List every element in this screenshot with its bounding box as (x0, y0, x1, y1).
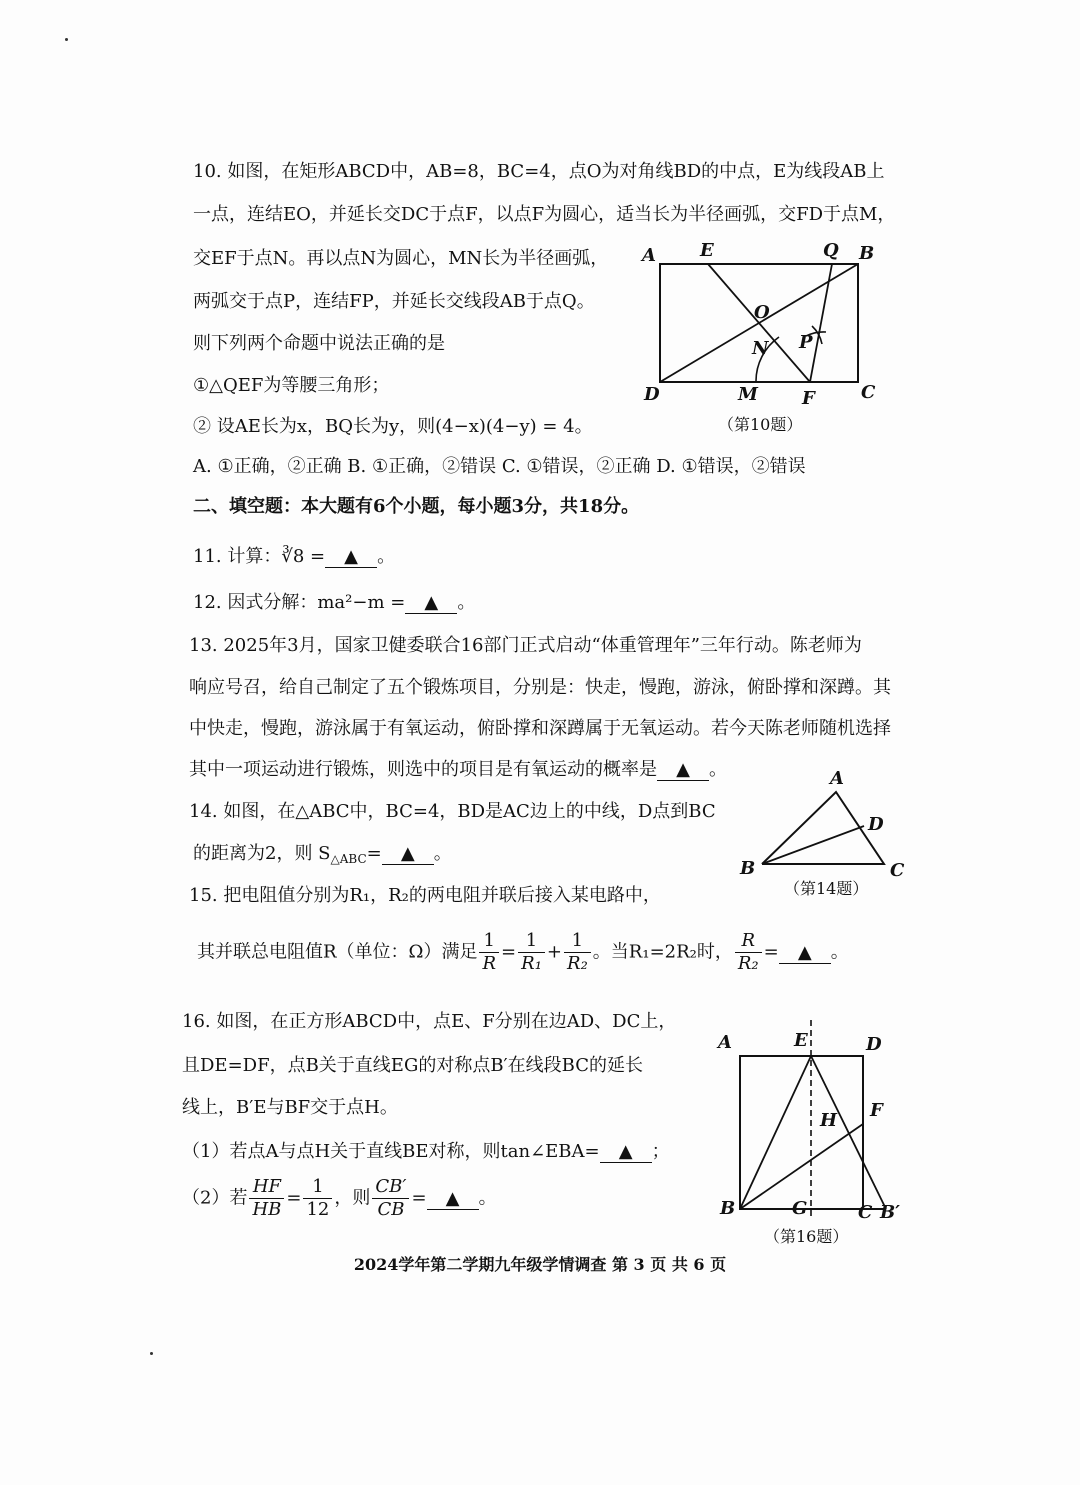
square-abcd (740, 1056, 863, 1209)
label-h: H (820, 1110, 838, 1131)
q16-part2 (182, 1176, 497, 1221)
q12-prefix: 12. 因式分解： (193, 592, 318, 613)
q12 (193, 591, 475, 615)
q15-line1: 15. 把电阻值分别为R₁，R₂的两电阻并联后接入某电路中， (189, 885, 661, 906)
segment-fq (810, 264, 832, 382)
scan-speck (150, 1352, 153, 1355)
q15-frac-r-over-r2 (735, 930, 762, 975)
q14-end: 。 (433, 843, 452, 864)
q16-line1: 16. 如图，在正方形ABCD中，点E、F分别在边AD、DC上， (182, 1011, 677, 1032)
segment-bf (740, 1124, 863, 1209)
q14-line1: 14. 如图，在△ABC中，BC=4，BD是AC边上的中线，D点到BC (189, 801, 716, 822)
q10-line2: 一点，连结EO，并延长交DC于点F，以点F为圆心，适当长为半径画弧，交FD于点M， (193, 204, 896, 225)
q13-line1: 13. 2025年3月，国家卫健委联合16部门正式启动“体重管理年”三年行动。陈老师为 (189, 635, 862, 656)
q15-end: 。 (830, 941, 849, 963)
q15-frac-1-over-r (479, 930, 499, 975)
scan-speck (65, 38, 68, 41)
q10-line1: 10. 如图，在矩形ABCD中，AB=8，BC=4，点O为对角线BD的中点，E为线段AB上 (193, 161, 885, 182)
section-2-heading: 二、填空题：本大题有6个小题，每小题3分，共18分。 (193, 496, 640, 517)
q14-answer-blank[interactable]: ▲ (382, 844, 434, 865)
q14-area-subscript: △ABC (330, 852, 367, 866)
segment-eb-prime (811, 1056, 886, 1209)
median-bd (762, 826, 864, 864)
label-c: C (861, 382, 876, 403)
label-d: D (868, 814, 884, 835)
q16-part1 (182, 1140, 670, 1164)
label-o: O (754, 302, 770, 323)
frac-num: 1 (518, 930, 545, 953)
q14-caption: （第14题） (784, 879, 869, 898)
q16-comma-then: ，则 (334, 1187, 371, 1209)
q15-answer-blank[interactable]: ▲ (779, 943, 831, 964)
q11-prefix: 11. 计算： (193, 546, 282, 567)
q16-frac-hf-over-hb (249, 1176, 284, 1221)
label-m: M (738, 384, 758, 405)
q13-line4 (189, 758, 727, 782)
q13-answer-blank[interactable]: ▲ (657, 760, 709, 781)
page-footer: 2024学年第二学期九年级学情调查 第 3 页 共 6 页 (353, 1255, 727, 1274)
frac-den: 12 (306, 1199, 330, 1220)
frac-num: HF (249, 1176, 284, 1199)
frac-den: R₂ (567, 953, 588, 974)
q13-end: 。 (709, 759, 727, 780)
frac-den: HB (252, 1199, 282, 1220)
q11-expr: ∛8 = (281, 546, 326, 567)
frac-num: CB′ (372, 1176, 409, 1199)
q15-line2 (197, 930, 849, 975)
frac-den: CB (377, 1199, 405, 1220)
frac-num: 1 (564, 930, 591, 953)
q11-end: 。 (377, 546, 396, 567)
q10-proposition-1: ①△QEF为等腰三角形； (193, 375, 390, 396)
label-e: E (700, 240, 714, 261)
q15-eq: = (763, 941, 779, 963)
q10-options: A. ①正确，②正确 B. ①正确，②错误 C. ①错误，②正确 D. ①错误，②错误 (193, 456, 806, 477)
frac-num: R (735, 930, 762, 953)
label-a: A (718, 1032, 732, 1053)
label-c: C (890, 860, 905, 880)
q16-part1-answer-blank[interactable]: ▲ (600, 1142, 652, 1163)
q16-part2-end: 。 (478, 1187, 497, 1209)
q12-end: 。 (457, 592, 476, 613)
q16-line2: 且DE=DF，点B关于直线EG的对称点B′在线段BC的延长 (182, 1055, 643, 1076)
q10-proposition-2: ② 设AE长为x，BQ长为y，则(4−x)(4−y) = 4。 (193, 416, 593, 437)
label-n: N (752, 338, 769, 359)
q15-line2-text: 其并联总电阻值R（单位：Ω）满足 (197, 941, 478, 963)
q15-line2b-text: 。当R₁=2R₂时， (592, 941, 733, 963)
frac-den: R (482, 953, 497, 974)
q12-expr: ma²−m = (317, 592, 406, 613)
q10-caption: （第10题） (718, 415, 803, 434)
label-c: C (858, 1202, 873, 1223)
q16-figure (712, 1016, 912, 1226)
label-a: A (830, 768, 844, 789)
triangle-abc (762, 792, 884, 864)
q10-figure (636, 236, 886, 406)
q14-eq: = (366, 843, 382, 864)
label-f: F (802, 388, 815, 406)
q14-figure (732, 764, 912, 880)
label-a: A (642, 245, 656, 266)
label-e: E (794, 1030, 808, 1051)
q16-eq: = (411, 1187, 427, 1209)
q16-line3: 线上，B′E与BF交于点H。 (182, 1097, 398, 1118)
q16-frac-1-over-12 (303, 1176, 332, 1221)
segment-be (740, 1056, 811, 1209)
q16-eq: = (286, 1187, 302, 1209)
frac-den: R₁ (521, 953, 542, 974)
q13-line4-text: 其中一项运动进行锻炼，则选中的项目是有氧运动的概率是 (189, 759, 657, 780)
frac-den: R₂ (737, 953, 759, 974)
q16-caption: （第16题） (764, 1227, 849, 1246)
q10-line3: 交EF于点N。再以点N为圆心，MN长为半径画弧， (193, 248, 609, 269)
q15-frac-1-over-r1 (518, 930, 545, 975)
q13-line2: 响应号召，给自己制定了五个锻炼项目，分别是：快走，慢跑，游泳，俯卧撑和深蹲。其 (189, 677, 891, 698)
q11-answer-blank[interactable]: ▲ (325, 547, 377, 568)
q13-line3: 中快走，慢跑，游泳属于有氧运动，俯卧撑和深蹲属于无氧运动。若今天陈老师随机选择 (189, 718, 891, 739)
label-d: D (866, 1034, 882, 1055)
q15-plus: + (546, 941, 563, 963)
frac-num: 1 (479, 930, 499, 953)
label-q: Q (823, 240, 839, 261)
q16-part2-answer-blank[interactable]: ▲ (427, 1189, 479, 1210)
q16-part2-prefix: （2）若 (182, 1187, 248, 1209)
q16-part1-end: ； (651, 1141, 670, 1162)
q14-line2 (193, 842, 452, 871)
q12-answer-blank[interactable]: ▲ (405, 593, 457, 614)
q15-frac-1-over-r2 (564, 930, 591, 975)
label-g: G (792, 1198, 808, 1219)
q11 (193, 545, 395, 569)
q10-line5: 则下列两个命题中说法正确的是 (193, 333, 445, 354)
q16-part1-text: （1）若点A与点H关于直线BE对称，则tan∠EBA= (182, 1141, 600, 1162)
frac-num: 1 (303, 1176, 332, 1199)
q16-frac-cbp-over-cb (372, 1176, 409, 1221)
q14-line2-text: 的距离为2，则 S (193, 843, 331, 864)
q15-eq: = (501, 941, 517, 963)
q10-line4: 两弧交于点P，连结FP，并延长交线段AB于点Q。 (193, 291, 595, 312)
label-b: B (720, 1198, 736, 1219)
label-f: F (870, 1100, 883, 1121)
label-d: D (644, 384, 660, 405)
label-b: B (859, 243, 875, 264)
label-b: B (740, 858, 756, 879)
label-p: P (799, 332, 813, 353)
label-b-prime: B′ (880, 1202, 900, 1223)
